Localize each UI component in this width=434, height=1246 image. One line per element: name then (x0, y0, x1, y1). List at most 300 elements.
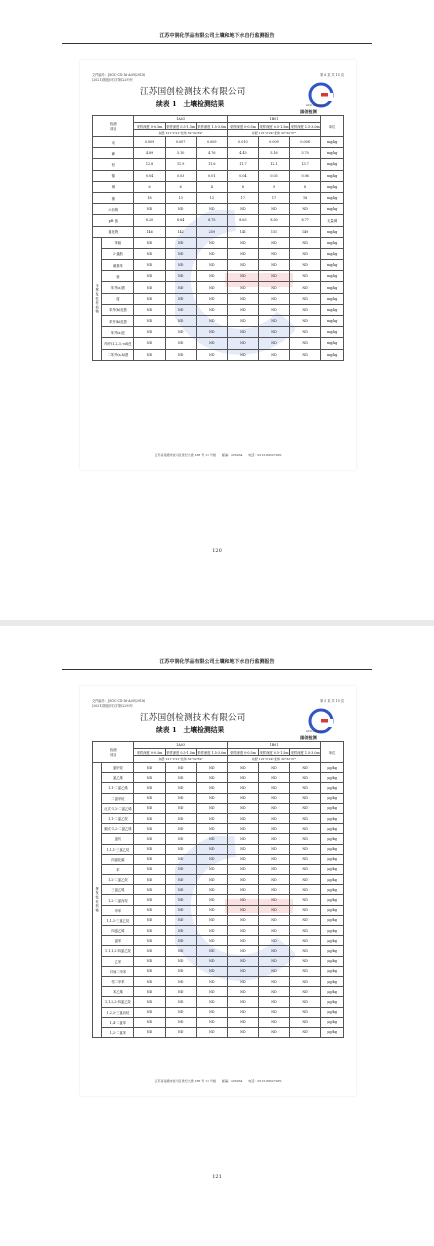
result-value: ND (196, 304, 227, 315)
company-name: 江苏国创检测技术有限公司 (140, 713, 246, 723)
table-row (93, 854, 344, 864)
table-row (93, 327, 344, 338)
result-unit: μg/kg (321, 976, 344, 986)
result-value: ND (290, 783, 321, 793)
analyte-name: 三氯乙烯 (102, 885, 134, 895)
result-value: ND (196, 783, 227, 793)
result-value: ND (196, 976, 227, 986)
result-value: ND (196, 997, 227, 1007)
table-row (93, 783, 344, 793)
result-value: ND (196, 204, 227, 215)
report-page-1 (0, 0, 434, 620)
header-depth: 采样深度 1.5-3.0m (197, 750, 227, 755)
result-value: 8.50 (258, 215, 289, 226)
result-value: ND (134, 864, 165, 874)
header-coordinates: 东经 121°2'24"北纬 32°32'37" (227, 756, 320, 763)
result-unit: mg/kg (321, 237, 344, 248)
header-point-2: 1B01 (227, 116, 320, 123)
result-value: ND (165, 885, 196, 895)
result-value: ND (134, 976, 165, 986)
result-value: ND (165, 864, 196, 874)
result-value: ND (227, 783, 258, 793)
result-value: ND (258, 349, 289, 360)
result-value: ND (290, 813, 321, 823)
table-row (93, 763, 344, 773)
result-value: ND (165, 1017, 196, 1027)
result-value: ND (290, 885, 321, 895)
result-value: ND (258, 905, 289, 915)
result-value: ND (290, 1007, 321, 1017)
result-unit: 无量纲 (321, 215, 344, 226)
result-unit: μg/kg (321, 987, 344, 997)
result-value: ND (290, 946, 321, 956)
result-value: ND (134, 349, 165, 360)
result-value: 0.009 (196, 137, 227, 148)
table-title: 续表 1 土壤检测结果 (156, 100, 225, 108)
result-unit: μg/kg (321, 915, 344, 925)
result-unit: μg/kg (321, 834, 344, 844)
result-unit: mg/kg (321, 304, 344, 315)
result-value: ND (196, 824, 227, 834)
result-value: ND (196, 1027, 227, 1037)
result-value: ND (227, 271, 258, 282)
table-row (93, 181, 344, 192)
result-value: ND (258, 282, 289, 293)
result-value: ND (290, 282, 321, 293)
analyte-name: 氯甲烷 (102, 763, 134, 773)
result-value: ND (227, 936, 258, 946)
result-value: ND (134, 803, 165, 813)
result-value: 11.7 (227, 159, 258, 170)
result-value: ND (227, 895, 258, 905)
result-value: ND (258, 885, 289, 895)
result-value: ND (290, 338, 321, 349)
result-value: ND (227, 349, 258, 360)
result-value: ND (227, 1017, 258, 1027)
table-row (93, 966, 344, 976)
result-value: ND (134, 260, 165, 271)
result-value: 0.010 (227, 137, 258, 148)
result-value: ND (165, 338, 196, 349)
result-value: ND (258, 946, 289, 956)
analyte-name: 1,1-二氯乙烯 (102, 783, 134, 793)
analyte-name: 四氯乙烯 (102, 926, 134, 936)
result-value: ND (196, 987, 227, 997)
result-value: ND (165, 204, 196, 215)
result-value: ND (258, 936, 289, 946)
result-value: ND (134, 875, 165, 885)
header-depth: 采样深度 0-0.5m (134, 123, 165, 130)
header-item: 检测 项目 (93, 116, 134, 137)
result-value: 142 (165, 226, 196, 237)
result-value: ND (290, 926, 321, 936)
result-value: ND (290, 237, 321, 248)
analyte-name: 1,1,1-三氯乙烷 (102, 844, 134, 854)
result-value: ND (165, 773, 196, 783)
result-value: ND (227, 956, 258, 966)
result-unit: mg/kg (321, 181, 344, 192)
result-value: ND (134, 854, 165, 864)
result-value: 12.1 (258, 159, 289, 170)
scanned-report-sheet (80, 686, 356, 1096)
result-value: 141 (227, 226, 258, 237)
result-value: ND (165, 1027, 196, 1037)
analyte-name: 硝基苯 (102, 260, 134, 271)
result-value: 0.03 (258, 170, 289, 181)
analyte-name: 1,1,2,2-四氯乙烷 (102, 997, 134, 1007)
result-value: ND (227, 793, 258, 803)
analyte-name: 对间二甲苯 (102, 966, 134, 976)
result-value: 5.10 (165, 148, 196, 159)
result-value: ND (134, 905, 165, 915)
result-value: ND (290, 316, 321, 327)
result-value: ND (258, 956, 289, 966)
result-value: ND (134, 793, 165, 803)
result-value: 5.16 (258, 148, 289, 159)
analyte-name: 苯胺 (102, 237, 134, 248)
result-value: ND (227, 327, 258, 338)
table-row (93, 215, 344, 226)
result-value: 4.89 (134, 148, 165, 159)
analyte-name: 乙苯 (102, 956, 134, 966)
result-value: ND (165, 966, 196, 976)
result-value: 13 (196, 192, 227, 203)
table-row (93, 248, 344, 259)
result-value: 18 (290, 192, 321, 203)
result-value: ND (227, 773, 258, 783)
footer-address: 江苏省南通市崇川区世纪大道 188 号 11 号楼 邮编：226034 电话：0513-89527280 (154, 1079, 282, 1083)
result-value: ND (165, 926, 196, 936)
header-unit: 单位 (321, 742, 344, 763)
result-value: ND (227, 854, 258, 864)
header-coordinates: 东经 121°2'21"北纬 32°32'39" (134, 756, 227, 763)
result-value: ND (258, 976, 289, 986)
result-value: ND (290, 349, 321, 360)
result-unit: mg/kg (321, 159, 344, 170)
table-row (93, 260, 344, 271)
table-row (93, 844, 344, 854)
result-value: 13 (165, 192, 196, 203)
analyte-name: 反式-1,2-二氯乙烯 (102, 803, 134, 813)
result-value: ND (134, 956, 165, 966)
table-row (93, 793, 344, 803)
analyte-name: 二氯甲烷 (102, 793, 134, 803)
table-row (93, 237, 344, 248)
analyte-name: pH 值 (93, 215, 134, 226)
result-value: ND (290, 936, 321, 946)
result-value: ND (196, 926, 227, 936)
result-value: ND (227, 915, 258, 925)
analyte-name: 甲苯 (102, 905, 134, 915)
result-value: 12.8 (134, 159, 165, 170)
result-unit: μg/kg (321, 1007, 344, 1017)
header-depth: 采样深度 0.5-1.5m (259, 124, 289, 129)
result-value: ND (165, 987, 196, 997)
result-value: 0.03 (165, 170, 196, 181)
result-value: ND (290, 834, 321, 844)
table-row (93, 349, 344, 360)
result-value: ND (165, 260, 196, 271)
result-value: 0.009 (258, 137, 289, 148)
result-value: ND (165, 248, 196, 259)
result-value: ND (258, 304, 289, 315)
result-value: ND (227, 260, 258, 271)
analyte-group-label: 半挥发性有机物 (93, 237, 102, 360)
analyte-name: 氯苯 (102, 936, 134, 946)
result-unit: μg/kg (321, 824, 344, 834)
result-value: ND (134, 304, 165, 315)
company-name: 江苏国创检测技术有限公司 (140, 87, 246, 97)
analyte-name: 1,1-二氯乙烷 (102, 813, 134, 823)
result-value: ND (196, 946, 227, 956)
result-unit: mg/kg (321, 271, 344, 282)
result-unit: mg/kg (321, 316, 344, 327)
result-value: ND (165, 793, 196, 803)
result-unit: μg/kg (321, 997, 344, 1007)
result-value: ND (196, 854, 227, 864)
doc-number: 文件编号：JSGC-CX-16-A09(2018) (92, 73, 146, 77)
result-value: ND (258, 248, 289, 259)
result-value: ND (134, 813, 165, 823)
table-row (93, 936, 344, 946)
result-value: ND (165, 905, 196, 915)
result-value: ND (165, 824, 196, 834)
result-value: 0.008 (290, 137, 321, 148)
result-value: 17 (227, 192, 258, 203)
result-value: ND (196, 936, 227, 946)
table-row (93, 813, 344, 823)
table-row (93, 885, 344, 895)
result-value: ND (196, 844, 227, 854)
result-value: ND (165, 813, 196, 823)
result-unit: μg/kg (321, 875, 344, 885)
result-value: 17 (258, 192, 289, 203)
result-unit: μg/kg (321, 885, 344, 895)
analyte-name: 镉 (93, 170, 134, 181)
result-value: ND (258, 854, 289, 864)
result-value: 8.63 (227, 215, 258, 226)
result-value: ND (134, 293, 165, 304)
result-value: ND (196, 1017, 227, 1027)
table-row (93, 316, 344, 327)
analyte-name: 四氯化碳 (102, 854, 134, 864)
result-unit: mg/kg (321, 148, 344, 159)
result-value: ND (258, 327, 289, 338)
result-value: ND (196, 763, 227, 773)
result-unit: mg/kg (321, 137, 344, 148)
result-value: ND (258, 271, 289, 282)
header-coordinates: 东经 121°2'21"北纬 32°32'39" (134, 130, 227, 137)
result-value: ND (227, 946, 258, 956)
result-value: ND (134, 327, 165, 338)
table-row (93, 170, 344, 181)
result-value: 8.75 (196, 215, 227, 226)
result-value: ND (290, 271, 321, 282)
result-value: ND (196, 248, 227, 259)
table-row (93, 773, 344, 783)
result-value: ND (227, 237, 258, 248)
result-value: ND (227, 885, 258, 895)
table-row (93, 204, 344, 215)
result-value: ND (196, 895, 227, 905)
table-row (93, 1027, 344, 1037)
result-value: ND (258, 1007, 289, 1017)
doc-number: 文件编号：JSGC-CX-16-A09(2018) (92, 699, 146, 703)
table-row (93, 1017, 344, 1027)
result-value: ND (134, 271, 165, 282)
footer-address: 江苏省南通市崇川区世纪大道 188 号 11 号楼 邮编：226034 电话：0513-89527280 (154, 453, 282, 457)
result-value: ND (290, 1017, 321, 1027)
result-value: ND (227, 248, 258, 259)
result-value: ND (165, 956, 196, 966)
result-value: ND (227, 282, 258, 293)
result-value: ND (258, 987, 289, 997)
table-row (93, 282, 344, 293)
result-value: 6 (165, 181, 196, 192)
result-value: ND (196, 793, 227, 803)
header-unit: 单位 (321, 116, 344, 137)
result-value: ND (134, 936, 165, 946)
analyte-name: 苯 (102, 864, 134, 874)
result-value: ND (196, 282, 227, 293)
result-value: ND (165, 915, 196, 925)
result-unit: μg/kg (321, 763, 344, 773)
result-value: ND (134, 204, 165, 215)
result-value: ND (165, 803, 196, 813)
analyte-name: 苯并(a)蒽 (102, 282, 134, 293)
result-value: ND (258, 1027, 289, 1037)
analyte-name: 铅 (93, 159, 134, 170)
result-value: ND (134, 338, 165, 349)
result-value: ND (227, 864, 258, 874)
analyte-name: 氯乙烯 (102, 773, 134, 783)
analyte-name: 苯并(k)荧蒽 (102, 316, 134, 327)
result-value: ND (134, 316, 165, 327)
result-value: ND (258, 237, 289, 248)
header-point-2: 1B01 (227, 742, 320, 749)
result-value: ND (134, 783, 165, 793)
result-value: ND (227, 966, 258, 976)
result-unit: mg/kg (321, 349, 344, 360)
result-unit: mg/kg (321, 282, 344, 293)
header-depth: 采样深度 1.5-3.0m (290, 124, 320, 129)
result-unit: mg/kg (321, 226, 344, 237)
result-value: ND (227, 293, 258, 304)
result-value: ND (290, 248, 321, 259)
scanned-report-sheet (80, 60, 356, 470)
result-value: ND (258, 895, 289, 905)
analyte-name: 汞 (93, 137, 134, 148)
result-value: ND (258, 204, 289, 215)
result-value: ND (227, 997, 258, 1007)
running-header: 江苏中润化学品有限公司土壤和地下水自行监测报告 (159, 33, 275, 39)
result-value: ND (290, 895, 321, 905)
result-value: ND (258, 844, 289, 854)
result-value: ND (227, 824, 258, 834)
result-value: ND (290, 293, 321, 304)
result-value: ND (227, 204, 258, 215)
result-value: ND (165, 1007, 196, 1017)
result-unit: μg/kg (321, 895, 344, 905)
table-row (93, 976, 344, 986)
result-value: ND (290, 304, 321, 315)
result-value: ND (227, 834, 258, 844)
result-unit: μg/kg (321, 1027, 344, 1037)
result-unit: μg/kg (321, 813, 344, 823)
result-value: ND (196, 260, 227, 271)
analyte-name: 六价铬 (93, 204, 134, 215)
result-value: ND (134, 946, 165, 956)
result-value: ND (196, 316, 227, 327)
result-value: 149 (290, 226, 321, 237)
header-depth: 采样深度 0.5-1.5m (259, 750, 289, 755)
result-value: ND (258, 926, 289, 936)
result-value: ND (196, 966, 227, 976)
result-value: ND (165, 875, 196, 885)
header-depth: 采样深度 0-0.5m (227, 749, 258, 756)
result-unit: μg/kg (321, 1017, 344, 1027)
result-value: ND (258, 260, 289, 271)
result-value: ND (258, 1017, 289, 1027)
analyte-name: 1,2-二氯丙烷 (102, 895, 134, 905)
result-value: ND (134, 1027, 165, 1037)
result-value: ND (227, 763, 258, 773)
result-value: ND (134, 895, 165, 905)
page-label: 第 6 页 共 15 页 (320, 73, 344, 77)
result-unit: μg/kg (321, 956, 344, 966)
header-depth: 采样深度 1.5-3.0m (290, 750, 320, 755)
result-value: ND (258, 803, 289, 813)
result-value: ND (165, 237, 196, 248)
analyte-name: 苯乙烯 (102, 987, 134, 997)
result-value: 8.64 (165, 215, 196, 226)
result-value: ND (227, 905, 258, 915)
result-unit: μg/kg (321, 783, 344, 793)
result-value: 4 (196, 181, 227, 192)
result-value: ND (134, 966, 165, 976)
result-value: ND (196, 1007, 227, 1017)
report-reference: (2021)国创(环)字第(229)号 (92, 704, 133, 708)
header-coordinates: 东经 121°2'24"北纬 32°32'37" (227, 130, 320, 137)
result-value: ND (134, 824, 165, 834)
result-value: ND (290, 327, 321, 338)
result-unit: mg/kg (321, 192, 344, 203)
analyte-name: 1,2-二氯乙烷 (102, 875, 134, 885)
result-value: ND (258, 773, 289, 783)
table-row (93, 148, 344, 159)
result-value: ND (165, 946, 196, 956)
table-row (93, 895, 344, 905)
result-value: ND (196, 875, 227, 885)
soil-results-table (92, 115, 344, 361)
result-value: ND (290, 763, 321, 773)
result-value: ND (258, 834, 289, 844)
result-value: ND (134, 282, 165, 293)
result-value: ND (196, 905, 227, 915)
table-row (93, 824, 344, 834)
table-row (93, 137, 344, 148)
table-row (93, 338, 344, 349)
result-unit: μg/kg (321, 905, 344, 915)
result-value: ND (258, 813, 289, 823)
table-row (93, 915, 344, 925)
result-value: ND (196, 885, 227, 895)
table-row (93, 956, 344, 966)
page-number: 121 (212, 1174, 222, 1180)
result-value: ND (258, 338, 289, 349)
result-value: ND (290, 854, 321, 864)
header-point-1: 1A03 (134, 742, 227, 749)
